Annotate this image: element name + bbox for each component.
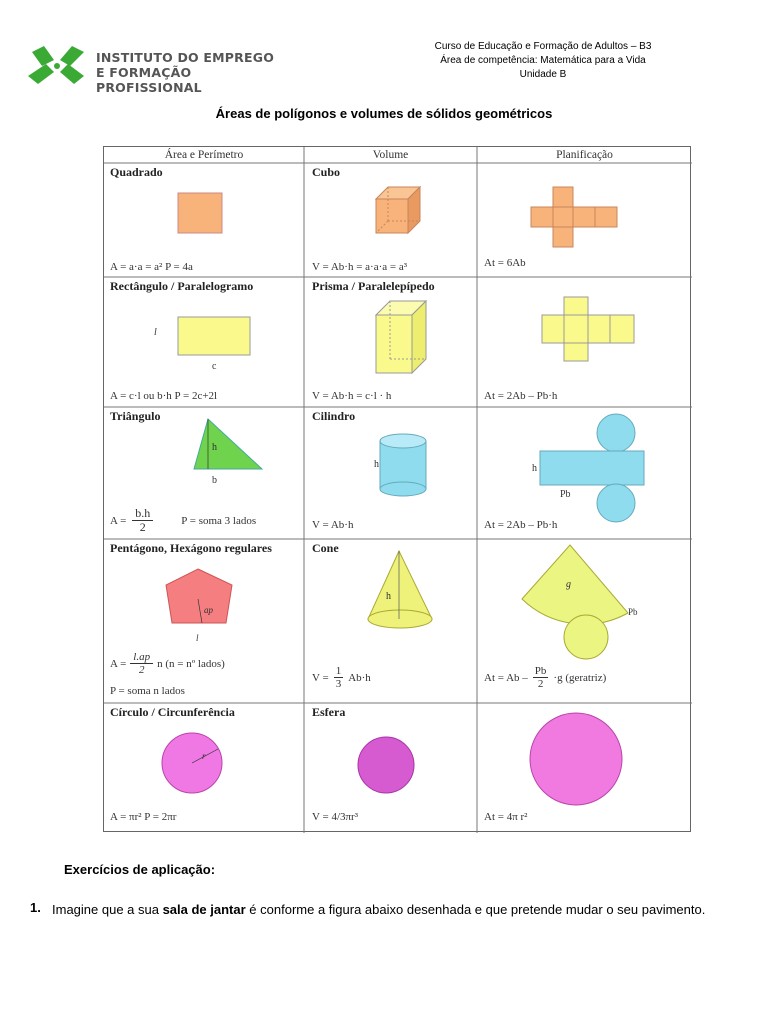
formula-table bbox=[103, 146, 691, 832]
tri-rhs: P = soma 3 lados bbox=[181, 514, 257, 527]
logo-line1: INSTITUTO DO EMPREGO bbox=[96, 50, 275, 65]
cone-den: 3 bbox=[335, 678, 342, 690]
tri-label-b: b bbox=[212, 475, 217, 486]
logo-text bbox=[96, 50, 296, 95]
page-title: Áreas de polígonos e volumes de sólidos geométricos bbox=[215, 106, 553, 121]
pent-rhs: n (n = nº lados) bbox=[157, 657, 225, 670]
logo-line2: E FORMAÇÃO PROFISSIONAL bbox=[96, 65, 202, 95]
formula-rectangulo: A = c·l ou b·h P = 2c+2l bbox=[110, 390, 218, 402]
plan-cone-rhs: ·g (geratriz) bbox=[553, 671, 607, 684]
header-planificacao: Planificação bbox=[556, 149, 613, 161]
cone-net-label-pb: Pb bbox=[628, 607, 638, 617]
cone-label-h: h bbox=[386, 591, 391, 602]
unit-line: Unidade B bbox=[519, 69, 567, 80]
exercises-heading: Exercícios de aplicação: bbox=[64, 862, 216, 877]
ex1-part-a: Imagine que a sua bbox=[52, 902, 163, 917]
cell-title-cone: Cone bbox=[312, 541, 339, 555]
cell-title-prisma: Prisma / Paralelepípedo bbox=[312, 279, 435, 293]
cube-shape bbox=[376, 187, 420, 233]
cell-title-pentagono: Pentágono, Hexágono regulares bbox=[110, 541, 272, 555]
pent-num: l.ap bbox=[130, 651, 153, 664]
exercise-1-number: 1. bbox=[30, 900, 41, 915]
tri-num: b.h bbox=[132, 507, 153, 521]
plan-label-h: h bbox=[532, 463, 537, 474]
formula-circulo: A = πr² P = 2πr bbox=[110, 811, 177, 823]
pent-label-ap: ap bbox=[204, 605, 213, 615]
course-line: Curso de Educação e Formação de Adultos – B3 bbox=[434, 41, 652, 52]
rect-label-c: c bbox=[212, 361, 217, 372]
pentagon-shape bbox=[166, 569, 232, 623]
formula-cilindro: V = Ab·h bbox=[312, 519, 354, 531]
formula-triangulo bbox=[110, 507, 256, 534]
cone-net-label-g: g bbox=[566, 579, 571, 590]
plan-label-pb: Pb bbox=[560, 489, 571, 500]
cone-lhs: V = bbox=[312, 671, 329, 684]
cone-num: 1 bbox=[335, 665, 342, 677]
sphere-net-shape bbox=[530, 713, 622, 805]
prism-shape bbox=[376, 301, 426, 373]
formula-plan-prisma: At = 2Ab – Pb·h bbox=[484, 390, 558, 402]
formula-quadrado: A = a·a = a² P = 4a bbox=[110, 261, 193, 273]
tri-label-h: h bbox=[212, 442, 217, 453]
pent-label-l: l bbox=[196, 633, 199, 643]
cylinder-net-shape bbox=[540, 414, 644, 522]
competence-line: Área de competência: Matemática para a Vida bbox=[440, 55, 646, 66]
cyl-label-h: h bbox=[374, 459, 379, 470]
tri-den: 2 bbox=[139, 520, 146, 534]
cell-title-cilindro: Cilindro bbox=[312, 409, 356, 423]
formula-cubo: V = Ab·h = a·a·a = a³ bbox=[312, 261, 408, 273]
cell-title-quadrado: Quadrado bbox=[110, 165, 163, 179]
circle-label-r: r bbox=[202, 751, 206, 761]
logo-mark-icon bbox=[26, 42, 86, 88]
cell-title-esfera: Esfera bbox=[312, 705, 346, 719]
cylinder-shape bbox=[380, 434, 426, 496]
formula-plan-cilindro: At = 2Ab – Pb·h bbox=[484, 519, 558, 531]
iefp-logo bbox=[26, 42, 296, 95]
rect-label-l: l bbox=[154, 327, 157, 338]
cone-shape bbox=[368, 551, 432, 628]
formula-cone bbox=[312, 665, 371, 690]
header-volume: Volume bbox=[372, 149, 409, 161]
cell-title-circulo: Círculo / Circunferência bbox=[110, 705, 235, 719]
cell-title-rectangulo: Rectângulo / Paralelogramo bbox=[110, 279, 254, 293]
table-grid bbox=[104, 147, 692, 833]
course-header bbox=[398, 40, 688, 82]
plan-cone-lhs: At = Ab – bbox=[484, 671, 528, 684]
ex1-part-b: é conforme a figura abaixo desenhada e que pretende mudar o seu pavimento. bbox=[245, 902, 706, 917]
sphere-shape bbox=[358, 737, 414, 793]
cell-title-cubo: Cubo bbox=[312, 165, 341, 179]
tri-lhs: A = bbox=[110, 514, 127, 527]
formula-prisma: V = Ab·h = c·l · h bbox=[312, 390, 392, 402]
cell-title-triangulo: Triângulo bbox=[110, 409, 161, 423]
pent-lhs: A = bbox=[110, 657, 127, 670]
exercise-1-text bbox=[52, 900, 732, 920]
square-shape bbox=[178, 193, 222, 233]
plan-cone-den: 2 bbox=[537, 678, 544, 690]
prism-net-shape bbox=[542, 297, 634, 361]
formula-plan-esfera: At = 4π r² bbox=[484, 811, 528, 823]
plan-cone-num: Pb bbox=[534, 665, 547, 677]
pent-den: 2 bbox=[138, 664, 145, 676]
formula-pentagono bbox=[110, 651, 225, 676]
formula-pentagono-perimetro: P = soma n lados bbox=[110, 685, 185, 697]
header-area: Área e Perímetro bbox=[164, 149, 244, 161]
formula-esfera: V = 4/3πr³ bbox=[312, 811, 359, 823]
triangle-shape bbox=[194, 419, 262, 469]
cone-rhs: Ab·h bbox=[348, 671, 371, 684]
cube-net-shape bbox=[531, 187, 617, 247]
cone-net-shape bbox=[522, 545, 628, 659]
ex1-bold: sala de jantar bbox=[162, 902, 246, 917]
formula-plan-cone bbox=[484, 665, 606, 690]
formula-plan-cubo: At = 6Ab bbox=[484, 257, 526, 269]
rectangle-shape bbox=[178, 317, 250, 355]
